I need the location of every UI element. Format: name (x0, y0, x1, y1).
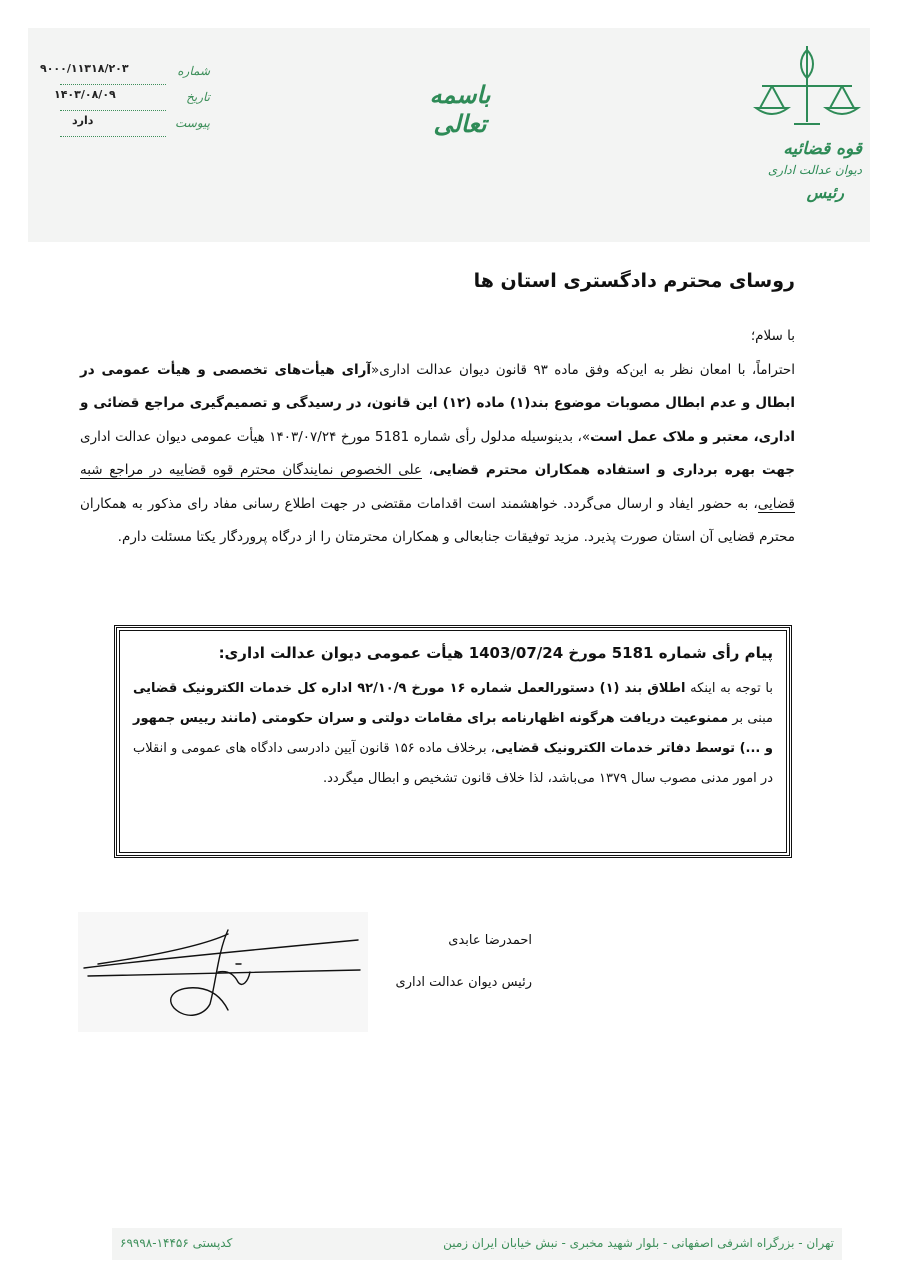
body-text-bold-1: آرای هیأت‌های تخصصی و هیأت عمومی در ابطال و عدم ابطال مصوبات موضوع بند(۱) ماده (۱۲) این قانون، در رسیدگی و تصمیم‌گیری مراجع قضائی و اداری، معتبر و ملاک عمل است (80, 361, 795, 445)
footer-postal-code: کدپستی ۱۴۴۵۶-۶۹۹۹۸ (120, 1236, 233, 1250)
letter-date: ۱۴۰۳/۰۸/۰۹ (54, 88, 116, 101)
body-text-underlined: علی الخصوص نمایندگان محترم قوه قضاییه در مراجع شبه قضایی (80, 462, 795, 512)
iran-emblem-scales-icon (752, 44, 862, 130)
body-paragraph (80, 354, 795, 555)
letter-number: ۹۰۰۰/۱۱۳۱۸/۲۰۳ (40, 62, 129, 75)
organization-block (740, 138, 862, 206)
dotted-line (60, 136, 166, 137)
body-text-2: »، بدینوسیله مدلول رأی شماره 5181 مورخ ۱۴۰۳/۰۷/۲۴ هیأت عمومی دیوان عدالت اداری (80, 428, 591, 445)
letter-body (80, 320, 795, 555)
verdict-text-bold-1: اطلاق بند (۱) دستورالعمل شماره ۱۶ مورخ ۹۲/۱۰/۹ اداره کل خدمات الکترونیک قضایی (133, 681, 686, 696)
greeting: با سلام؛ (750, 328, 795, 344)
footer-address: تهران - بزرگراه اشرفی اصفهانی - بلوار شهید مخبری - نبش خیابان ایران زمین (443, 1236, 834, 1250)
dotted-line (60, 84, 166, 85)
verdict-text-3: ، برخلاف ماده ۱۵۶ قانون آیین دادرسی دادگاه های عمومی و انقلاب در امور مدنی مصوب سال ۱۳۷۹ می‌باشد، لذا خلاف قانون تشخیص و ابطال میگردد. (133, 741, 773, 786)
signer-title: رئیس دیوان عدالت اداری (395, 975, 532, 990)
signer-block (372, 920, 532, 1004)
verdict-text-1: با توجه به اینکه (685, 681, 774, 696)
letter-attachment: دارد (72, 114, 94, 127)
footer (112, 1228, 842, 1260)
letter-attachment-label: پیوست (175, 116, 210, 130)
handwritten-signature (78, 912, 368, 1032)
body-text-3: ، (421, 462, 433, 478)
org-title: رئیس (806, 183, 844, 202)
verdict-box (114, 625, 792, 858)
org-subtitle: دیوان عدالت اداری (767, 163, 862, 177)
body-text-1: احتراماً، با امعان نظر به این‌که وفق ماده ۹۳ قانون دیوان عدالت اداری« (371, 361, 796, 378)
verdict-text-2: مبنی بر (728, 711, 773, 726)
letter-number-label: شماره (177, 64, 210, 78)
letter-date-label: تاریخ (186, 90, 210, 104)
org-name: قوه قضائیه (783, 139, 862, 159)
addressee: روسای محترم دادگستری استان ها (473, 270, 795, 292)
dotted-line (60, 110, 166, 111)
signature-strokes (78, 912, 368, 1032)
signer-name: احمدرضا عابدی (448, 933, 532, 948)
verdict-title: پیام رأی شماره 5181 مورخ 1403/07/24 هیأت عمومی دیوان عدالت اداری: (218, 644, 773, 662)
meta-attachment-row (40, 114, 210, 140)
meta-number-row (40, 62, 210, 88)
body-text-bold-2: جهت بهره برداری و استفاده همکاران محترم قضایی (432, 462, 795, 478)
meta-date-row (40, 88, 210, 114)
verdict-text-bold-2: ممنوعیت دریافت هرگونه اظهارنامه برای مقامات دولتی و سران حکومتی (مانند رییس جمهور و ...) توسط دفاتر خدمات الکترونیک قضایی (133, 711, 773, 756)
letter-meta (40, 62, 210, 140)
verdict-text (133, 674, 773, 794)
body-text-4: ، به حضور ایفاد و ارسال می‌گردد. خواهشمند است اقدامات مقتضی در جهت اطلاع رسانی مفاد رای مذکور به همکاران محترم قضایی آن استان صورت پذیرد. مزید توفیقات جنابعالی و همکاران محترمتان را از درگاه پروردگار یکتا مسئلت دارم. (80, 495, 795, 545)
basmala-heading: باسمه تعالی (429, 80, 491, 138)
